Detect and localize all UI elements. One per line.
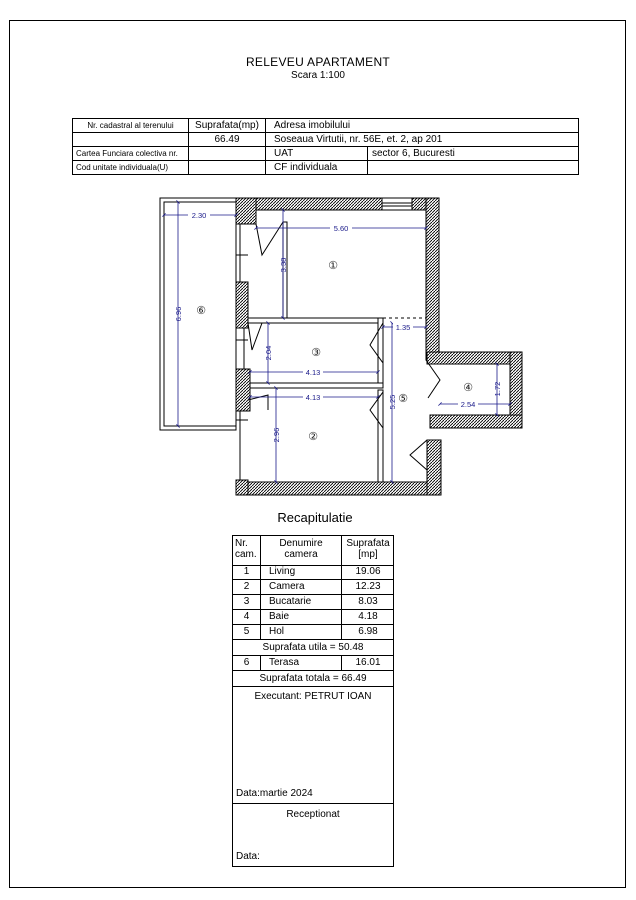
room-row <box>233 625 393 640</box>
address-label: Adresa imobilului <box>266 119 579 133</box>
room-marker-bedroom: ② <box>308 431 318 443</box>
dim-terrace-height: 6.96 <box>174 306 183 322</box>
terrace-nr: 6 <box>243 657 250 668</box>
room-marker-bath: ④ <box>463 382 473 394</box>
room-row <box>233 610 393 625</box>
uat-label: UAT <box>266 147 368 161</box>
dim-bath-depth: 1.72 <box>493 381 502 397</box>
dim-kitchen-depth: 2.04 <box>264 345 273 361</box>
recap-table <box>232 535 394 867</box>
dim-living-width: 5.60 <box>333 224 349 233</box>
room-row <box>233 595 393 610</box>
room-name: Living <box>269 566 296 577</box>
executant-block <box>233 687 393 804</box>
room-nr: 1 <box>243 566 250 577</box>
receptionat-label: Receptionat <box>286 809 340 820</box>
header-nr-line2: cam. <box>235 549 257 560</box>
receptionat-block <box>233 804 393 866</box>
cod-unitate-label: Cod unitate individuala(U) <box>73 161 189 175</box>
header-nr-line1: Nr. <box>235 538 248 549</box>
room-area: 4.18 <box>358 611 378 622</box>
room-name: Bucatarie <box>269 596 312 607</box>
room-area: 8.03 <box>358 596 378 607</box>
dimension-lines <box>164 202 510 482</box>
surface-value: 66.49 <box>189 133 266 147</box>
windows <box>236 198 412 480</box>
room-row <box>233 580 393 595</box>
dim-bedroom-depth: 2.96 <box>272 427 281 443</box>
header-nr <box>235 538 260 565</box>
room-nr: 2 <box>243 581 250 592</box>
dim-hall-length: 5.25 <box>388 394 397 410</box>
carte-funciara-label: Cartea Funciara colectiva nr. <box>73 147 189 161</box>
room-row <box>233 565 393 580</box>
header-name <box>261 538 341 565</box>
header-surface <box>342 538 394 565</box>
room-area: 19.06 <box>355 566 381 577</box>
room-marker-terrace: ⑥ <box>196 305 206 317</box>
page-title: RELEVEU APARTAMENT <box>245 55 391 69</box>
room-marker-hall: ⑤ <box>398 393 408 405</box>
grand-total-row: Suprafata totala = 66.49 <box>233 671 393 687</box>
room-nr: 4 <box>243 611 250 622</box>
header-name-line1: Denumire <box>279 538 323 549</box>
terrace-area: 16.01 <box>355 657 381 668</box>
room-area: 6.98 <box>358 626 378 637</box>
dim-bath-width: 2.54 <box>460 400 476 409</box>
receptionat-date: Data: <box>236 851 260 862</box>
cadastral-label: Nr. cadastral al terenului <box>73 119 189 133</box>
room-marker-kitchen: ③ <box>311 347 321 359</box>
executant-date: Data:martie 2024 <box>236 788 313 799</box>
executant-label: Executant: PETRUT IOAN <box>254 691 372 702</box>
room-name: Camera <box>269 581 305 592</box>
cf-individuala-label: CF individuala <box>266 161 368 175</box>
room-name: Baie <box>269 611 290 622</box>
recap-header-row <box>233 536 393 566</box>
scale-label: Scara 1:100 <box>291 70 345 81</box>
address-value: Soseaua Virtutii, nr. 56E, et. 2, ap 201 <box>266 133 579 147</box>
dim-living-depth: 3.38 <box>279 257 288 273</box>
header-surface-line2: [mp] <box>358 549 378 560</box>
dim-bedroom-width: 4.13 <box>305 393 321 402</box>
header-name-line2: camera <box>284 549 318 560</box>
dim-terrace-width: 2.30 <box>191 211 207 220</box>
dim-kitchen-width: 4.13 <box>305 368 321 377</box>
surface-label: Suprafata(mp) <box>189 119 266 133</box>
room-nr: 5 <box>243 626 250 637</box>
recap-title: Recapitulatie <box>277 510 353 525</box>
uat-value: sector 6, Bucuresti <box>368 147 579 161</box>
room-nr: 3 <box>243 596 250 607</box>
room-marker-living: ① <box>328 260 338 272</box>
dim-hall-offset: 1.35 <box>395 323 411 332</box>
room-name: Hol <box>269 626 285 637</box>
room-area: 12.23 <box>355 581 381 592</box>
terrace-name: Terasa <box>269 657 300 668</box>
terrace-row <box>233 656 393 671</box>
useful-total-row: Suprafata utila = 50.48 <box>233 640 393 656</box>
header-surface-line1: Suprafata <box>346 538 390 549</box>
